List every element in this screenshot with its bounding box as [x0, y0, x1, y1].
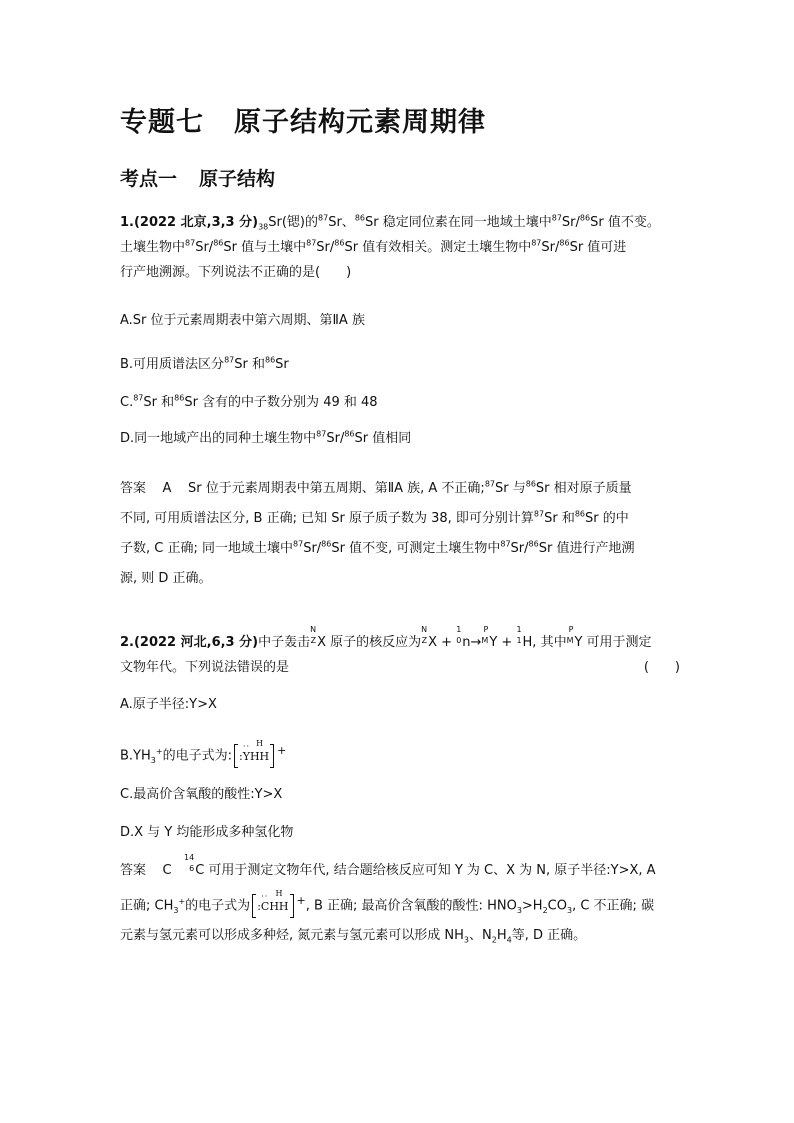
answer-text: 源, 则 D 正确。: [120, 571, 212, 586]
question-1-answer: [120, 474, 680, 594]
answer-text: Sr 位于元素周期表中第五周期、第ⅡA 族, A 不正确;: [187, 481, 485, 496]
option-text: Sr 含有的中子数分别为 49 和 48: [184, 395, 378, 410]
subscript: 3: [516, 905, 522, 915]
answer-text: 正确; CH: [120, 898, 174, 914]
mass-number: 86: [579, 213, 591, 223]
answer-text: Sr 的中: [585, 511, 629, 526]
question-1-option-c: [120, 392, 378, 414]
question-2-stem: [120, 625, 680, 680]
stem-text: X 原子的核反应为: [317, 635, 422, 650]
question-1-option-d: [120, 428, 411, 450]
answer-text: 、N: [469, 928, 492, 944]
option-text: D.同一地域产出的同种土壤生物中: [120, 431, 317, 446]
answer-text: 不同, 可用质谱法区分, B 正确; 已知 Sr 原子质子数为 38, 即可分别计算: [120, 511, 534, 526]
subscript: 2: [542, 905, 548, 915]
electron-dot-formula: ·· H :CHH: [252, 894, 293, 918]
mass-number: 87: [293, 539, 304, 549]
answer-text: CO: [547, 898, 567, 914]
subscript: 2: [491, 935, 497, 945]
stem-text: 土壤生物中: [120, 240, 186, 255]
answer-text: Sr 值不变, 可测定土壤生物中: [331, 541, 501, 556]
stem-text: Y +: [489, 635, 517, 650]
mass-number: 87: [533, 509, 545, 519]
question-1-stem: [120, 210, 680, 285]
charge: +: [155, 747, 163, 756]
mass-number: 86: [344, 429, 355, 439]
mass-number: 86: [559, 238, 570, 248]
stem-text: X +: [428, 635, 457, 650]
stem-text: Y 可用于测定: [574, 635, 652, 650]
question-1-option-a: A.Sr 位于元素周期表中第六周期、第ⅡA 族: [120, 313, 365, 328]
answer-text: Sr 和: [544, 511, 575, 526]
question-2-answer: [120, 853, 680, 951]
mass-number: 87: [551, 213, 562, 223]
option-text: B.YH: [120, 748, 151, 764]
question-2-source: 2.(2022 河北,6,3 分): [120, 635, 259, 650]
answer-text: Sr 与: [495, 481, 526, 496]
central-atom: C: [260, 899, 270, 913]
answer-choice: A: [162, 481, 172, 496]
subscript: 3: [150, 755, 156, 765]
answer-text: Sr/: [303, 541, 322, 556]
question-1-option-b: [120, 354, 289, 376]
question-1-source: 1.(2022 北京,3,3 分): [120, 215, 259, 230]
stem-text: Sr/: [541, 240, 560, 255]
stem-text: 中子轰击: [258, 635, 311, 650]
mass-number: 86: [334, 238, 345, 248]
mass-number: 86: [525, 479, 536, 489]
answer-text: 元素与氢元素可以形成多种烃, 氮元素与氢元素可以形成 NH: [120, 928, 464, 944]
electron-dot-formula: ·· H :YHH: [234, 744, 274, 768]
mass-number: 86: [574, 509, 586, 519]
answer-blank: ( ): [643, 660, 680, 675]
hydrogen: H: [278, 899, 289, 913]
answer-text: , B 正确; 最高价含氧酸的酸性: HNO: [305, 898, 517, 914]
answer-label: 答案: [120, 863, 147, 878]
subscript: 3: [463, 935, 469, 945]
mass-number: 86: [321, 539, 332, 549]
nuclide-notation: 14 6: [184, 853, 195, 873]
nuclide-notation: 1 0: [456, 625, 462, 645]
section-number: 考点一: [120, 168, 178, 190]
hydrogen: H: [269, 899, 279, 913]
electron-dots: ··: [242, 741, 251, 751]
option-text: Sr 和: [234, 357, 265, 372]
answer-text: Sr 相对原子质量: [535, 481, 632, 496]
answer-text: 子数, C 正确; 同一地域土壤中: [120, 541, 293, 556]
answer-text: >H: [521, 898, 543, 914]
hydrogen: H: [249, 749, 260, 763]
section-title: [120, 164, 275, 191]
stem-text: Sr 值不变。: [590, 215, 660, 230]
answer-text: 等, D 正确。: [511, 928, 587, 944]
hydrogen-top: H: [256, 738, 264, 748]
subscript: 4: [506, 935, 512, 945]
mass-number: 87: [224, 355, 235, 365]
mass-number: 87: [318, 213, 329, 223]
option-text: C.: [120, 395, 134, 410]
question-2-option-a: A.原子半径:Y>X: [120, 697, 217, 712]
mass-number: 87: [484, 479, 495, 489]
hydrogen-top: H: [275, 888, 283, 898]
option-text: Sr 和: [143, 395, 175, 410]
question-2-option-b: [120, 738, 286, 769]
question-2-option-d: D.X 与 Y 均能形成多种氢化物: [120, 825, 294, 840]
mass-number: 87: [185, 238, 196, 248]
atomic-number: 38: [258, 222, 269, 232]
stem-text: n→: [462, 635, 482, 650]
stem-text: Sr(锶)的: [268, 215, 319, 230]
question-2-option-c: C.最高价含氧酸的酸性:Y>X: [120, 787, 283, 802]
stem-text: 文物年代。下列说法错误的是: [120, 660, 290, 675]
option-text: B.可用质谱法区分: [120, 357, 225, 372]
answer-text: Sr/: [510, 541, 529, 556]
hydrogen: H: [259, 749, 270, 763]
nuclide-notation: P M: [566, 625, 574, 645]
chapter-number: 专题七: [120, 107, 204, 138]
stem-text: Sr/: [316, 240, 335, 255]
nuclide-notation: N Z: [310, 625, 317, 645]
stem-text: Sr、: [328, 215, 355, 230]
option-text: 的电子式为:: [162, 748, 232, 764]
charge: +: [277, 744, 287, 757]
stem-text: Sr/: [561, 215, 580, 230]
nuclide-notation: P M: [481, 625, 489, 645]
mass-number: 86: [213, 238, 224, 248]
section-name: 原子结构: [199, 168, 276, 190]
option-text: Sr 值相同: [354, 431, 412, 446]
nuclide-notation: N Z: [421, 625, 428, 645]
stem-text: Sr/: [195, 240, 214, 255]
option-text: Sr/: [326, 431, 345, 446]
stem-text: Sr 稳定同位素在同一地域土壤中: [365, 215, 552, 230]
central-atom: Y: [242, 749, 250, 763]
stem-text: Sr 值可进: [569, 240, 627, 255]
mass-number: 87: [306, 238, 317, 248]
stem-text: Sr 值有效相关。测定土壤生物中: [344, 240, 532, 255]
answer-text: , C 不正确; 碳: [572, 898, 655, 914]
mass-number: 86: [354, 213, 365, 223]
mass-number: 86: [174, 393, 185, 403]
answer-choice: C: [162, 863, 172, 878]
option-text: Sr: [275, 357, 289, 372]
mass-number: 86: [264, 355, 276, 365]
nuclide-notation: 1 1: [516, 625, 522, 645]
answer-text: C 可用于测定文物年代, 结合题给核反应可知 Y 为 C、X 为 N, 原子半径:Y>X, A: [195, 863, 656, 878]
mass-number: 87: [133, 393, 144, 403]
stem-text: 行产地溯源。下列说法不正确的是( ): [120, 265, 352, 280]
subscript: 3: [173, 905, 179, 915]
stem-text: Sr 值与土壤中: [223, 240, 307, 255]
chapter-title: [120, 100, 486, 139]
charge: +: [296, 894, 306, 907]
charge: +: [178, 897, 186, 906]
mass-number: 87: [316, 429, 327, 439]
answer-label: 答案: [120, 481, 147, 496]
mass-number: 86: [528, 539, 539, 549]
mass-number: 87: [531, 238, 542, 248]
chapter-name: 原子结构元素周期律: [234, 107, 486, 138]
answer-text: Sr 值进行产地溯: [538, 541, 635, 556]
electron-dots: ··: [261, 891, 269, 901]
stem-text: H, 其中: [522, 635, 567, 650]
answer-text: 的电子式为: [185, 898, 251, 914]
answer-text: H: [496, 928, 507, 944]
subscript: 3: [566, 905, 573, 915]
mass-number: 87: [500, 539, 511, 549]
